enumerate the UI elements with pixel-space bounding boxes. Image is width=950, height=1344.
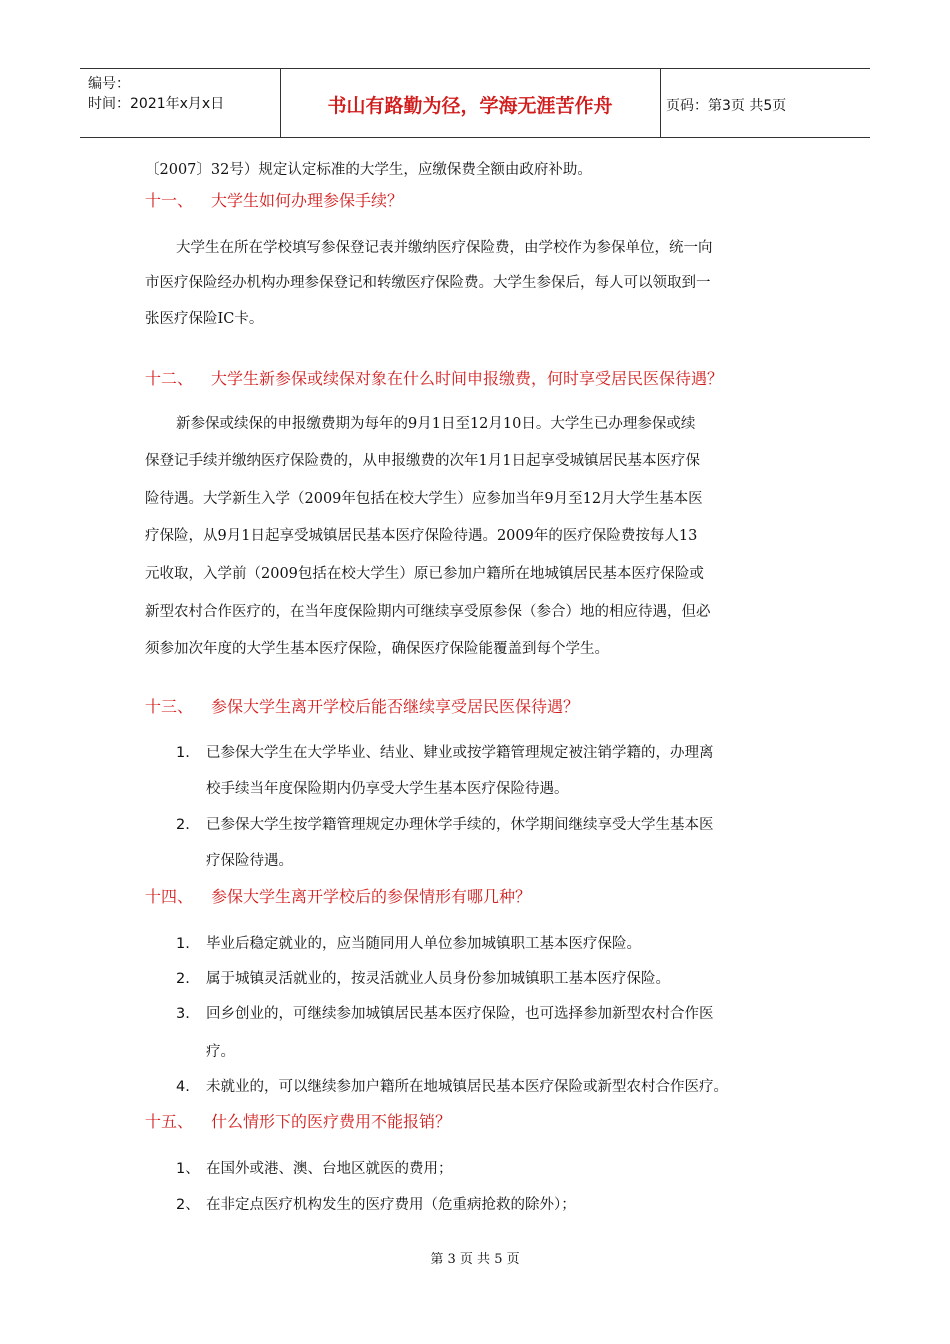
section-title: 参保大学生离开学校后能否继续享受居民医保待遇？: [211, 697, 580, 716]
section-number: 十五、: [145, 1112, 194, 1131]
list-item: [176, 967, 670, 988]
section-heading: [145, 694, 579, 717]
paragraph-line: 新参保或续保的申报缴费期为每年的9月1日至12月10日。大学生已办理参保或续: [176, 416, 696, 432]
header-divider: [660, 69, 661, 137]
paragraph-line: 须参加次年度的大学生基本医疗保险，确保医疗保险能覆盖到每个学生。: [145, 641, 609, 657]
paragraph-line: 市医疗保险经办机构办理参保登记和转缴医疗保险费。大学生参保后，每人可以领取到一: [145, 275, 711, 291]
page-footer: 第 3 页 共 5 页: [430, 1252, 520, 1267]
section-number: 十四、: [145, 887, 194, 906]
paragraph-line: 保登记手续并缴纳医疗保险费的，从申报缴费的次年1月1日起享受城镇居民基本医疗保: [145, 453, 700, 469]
list-item-text: 毕业后稳定就业的，应当随同用人单位参加城镇职工基本医疗保险。: [206, 936, 641, 952]
section-number: 十一、: [145, 191, 194, 210]
header-page-label: 页码：第3页 共5页: [666, 98, 787, 114]
doc-date-label: 时间：2021年x月x日: [88, 96, 225, 112]
section-heading: [145, 366, 723, 389]
list-item-text: 疗保险待遇。: [206, 853, 293, 869]
list-item-text: 疗。: [206, 1044, 235, 1060]
list-item-text: 校手续当年度保险期内仍享受大学生基本医疗保险待遇。: [206, 781, 569, 797]
list-item-text: 属于城镇灵活就业的，按灵活就业人员身份参加城镇职工基本医疗保险。: [206, 971, 670, 987]
list-item-text: 在非定点医疗机构发生的医疗费用（危重病抢救的除外）；: [206, 1197, 576, 1213]
list-item-number: 2、: [176, 1197, 200, 1213]
section-title: 大学生如何办理参保手续？: [211, 191, 404, 210]
list-item-number: 1.: [176, 936, 190, 952]
list-item: [176, 1075, 728, 1096]
section-number: 十二、: [145, 369, 194, 388]
doc-code-label: 编号：: [88, 76, 130, 92]
intro-line: 〔2007〕32号）规定认定标准的大学生，应缴保费全额由政府补助。: [145, 162, 592, 178]
list-item-text: 在国外或港、澳、台地区就医的费用；: [206, 1161, 453, 1177]
section-heading: [145, 1109, 451, 1132]
list-item-number: 1.: [176, 745, 190, 761]
paragraph-line: 险待遇。大学新生入学（2009年包括在校大学生）应参加当年9月至12月大学生基本医: [145, 491, 703, 507]
section-heading: [145, 188, 403, 211]
paragraph-line: 张医疗保险IC卡。: [145, 311, 264, 327]
list-item-number: 2.: [176, 817, 190, 833]
list-item-text: 已参保大学生在大学毕业、结业、肄业或按学籍管理规定被注销学籍的，办理离: [206, 745, 714, 761]
section-title: 什么情形下的医疗费用不能报销？: [211, 1112, 452, 1131]
list-item: [176, 1157, 453, 1178]
list-item-number: 4.: [176, 1079, 190, 1095]
list-item-number: 1、: [176, 1161, 200, 1177]
document-header: [80, 68, 870, 138]
list-item-number: 3.: [176, 1006, 190, 1022]
section-title: 大学生新参保或续保对象在什么时间申报缴费，何时享受居民医保待遇？: [211, 369, 724, 388]
paragraph-line: 大学生在所在学校填写参保登记表并缴纳医疗保险费，由学校作为参保单位，统一向: [176, 240, 713, 256]
list-item-number: 2.: [176, 971, 190, 987]
header-motto: 书山有路勤为径，学海无涯苦作舟: [327, 95, 613, 117]
section-title: 参保大学生离开学校后的参保情形有哪几种？: [211, 887, 532, 906]
section-heading: [145, 884, 531, 907]
list-item: [176, 1193, 576, 1214]
list-item: [176, 932, 641, 953]
list-item-text: 未就业的，可以继续参加户籍所在地城镇居民基本医疗保险或新型农村合作医疗。: [206, 1079, 728, 1095]
paragraph-line: 新型农村合作医疗的，在当年度保险期内可继续享受原参保（参合）地的相应待遇，但必: [145, 604, 711, 620]
list-item-text: 已参保大学生按学籍管理规定办理休学手续的，休学期间继续享受大学生基本医: [206, 817, 714, 833]
list-item-text: 回乡创业的，可继续参加城镇居民基本医疗保险，也可选择参加新型农村合作医: [206, 1006, 714, 1022]
paragraph-line: 元收取，入学前（2009包括在校大学生）原已参加户籍所在地城镇居民基本医疗保险或: [145, 566, 704, 582]
list-item: [176, 813, 714, 834]
list-item: [176, 741, 714, 762]
list-item: [176, 1002, 714, 1023]
section-number: 十三、: [145, 697, 194, 716]
paragraph-line: 疗保险，从9月1日起享受城镇居民基本医疗保险待遇。2009年的医疗保险费按每人13: [145, 528, 698, 544]
